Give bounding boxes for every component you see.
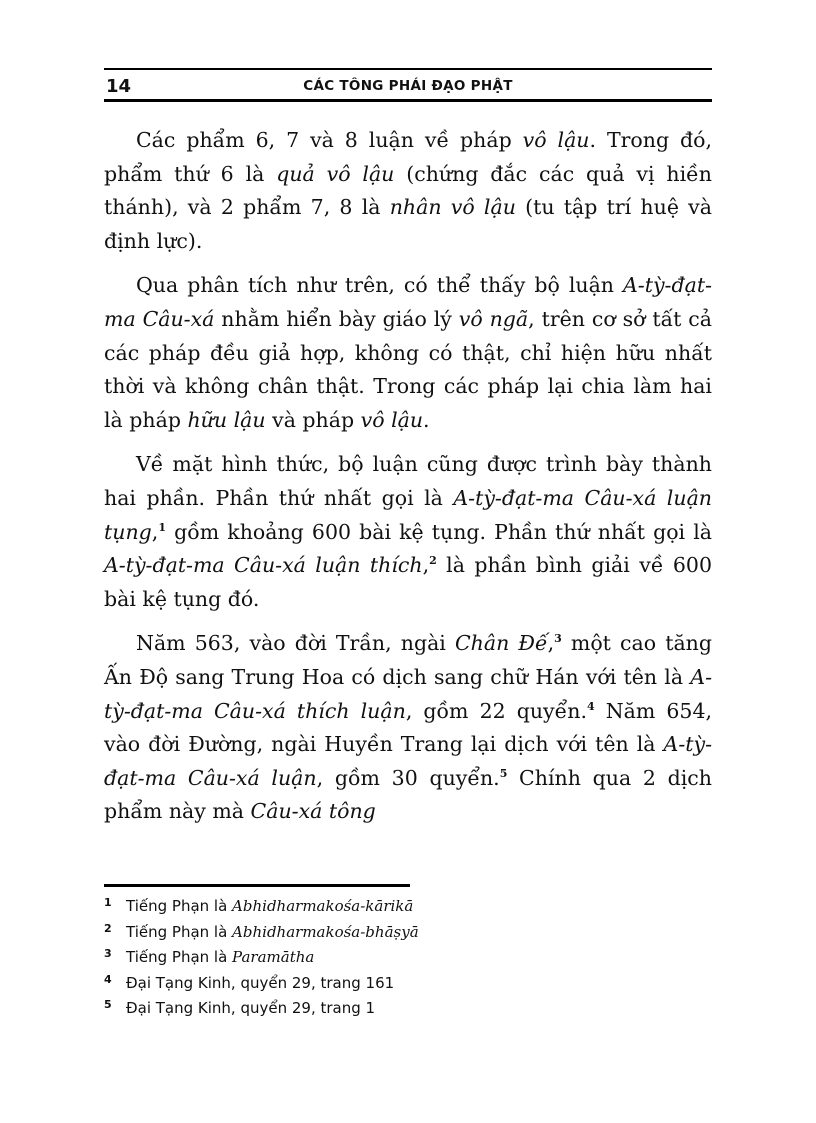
text-run: (chứng đắc các quả vị hiền thánh), và 2 phẩm 7, 8 là <box>104 161 712 220</box>
paragraph-4 <box>104 627 712 829</box>
body-text <box>104 124 712 840</box>
footnote-text: Tiếng Phạn là <box>126 922 233 941</box>
italic-term: A-tỳ-đạt-ma Câu-xá luận tụng <box>104 485 712 544</box>
text-run: Các phẩm 6, 7 và 8 luận về pháp <box>136 128 523 152</box>
text-run: Chính qua 2 dịch phẩm này mà <box>104 765 712 824</box>
footnote-number: 3 <box>104 947 112 961</box>
text-run: Về mặt hình thức, bộ luận cũng được trình bày thành hai phần. Phần thứ nhất gọi là <box>104 452 712 510</box>
italic-term: A-tỳ-đạt-ma Câu-xá luận <box>104 732 712 790</box>
paragraph-3 <box>104 448 712 616</box>
footnote-term: Abhidharmakośa-kārikā <box>232 897 414 915</box>
text-run: gồm khoảng 600 bài kệ tụng. Phần thứ nhất gọi là <box>165 519 712 544</box>
italic-term: A-tỳ-đạt-ma Câu-xá thích luận <box>104 664 712 723</box>
italic-term: quả vô lậu <box>276 161 395 186</box>
footnote-number: 2 <box>104 921 112 935</box>
italic-term: vô ngã <box>458 306 529 331</box>
italic-term: hữu lậu <box>187 407 266 432</box>
text-run: (tu tập trí huệ và định lực). <box>104 195 712 253</box>
footnote-text: Tiếng Phạn là <box>126 897 233 915</box>
italic-term: nhân vô lậu <box>389 195 516 220</box>
footnotes <box>104 894 712 1022</box>
text-run: , gồm 30 quyển. <box>316 765 500 790</box>
text-run: . <box>423 407 430 432</box>
footnote-4 <box>104 971 712 997</box>
footnote-ref: 3 <box>554 632 562 646</box>
footnote-separator <box>104 884 410 887</box>
italic-term: vô lậu <box>522 128 590 152</box>
page-header <box>104 68 712 102</box>
italic-term: Chân Đế <box>455 631 548 656</box>
footnote-3 <box>104 945 712 971</box>
italic-term: A-tỳ-đạt-ma Câu-xá luận thích <box>104 553 423 578</box>
text-run: , <box>547 631 555 656</box>
footnote-number: 5 <box>104 998 112 1012</box>
text-run: , <box>422 553 430 578</box>
italic-term: A-tỳ-đạt-ma Câu-xá <box>104 273 712 331</box>
text-run: , gồm 22 quyển. <box>405 698 587 723</box>
text-run: Qua phân tích như trên, có thể thấy bộ luận <box>136 273 623 298</box>
footnote-2 <box>104 920 712 946</box>
text-run: một cao tăng Ấn Độ sang Trung Hoa có dịch sang chữ Hán với tên là <box>104 631 712 689</box>
italic-term: vô lậu <box>360 407 424 432</box>
footnote-number: 1 <box>104 896 112 909</box>
text-run: nhằm hiển bày giáo lý <box>214 306 459 331</box>
text-run: và pháp <box>265 407 361 432</box>
text-run: , <box>151 519 159 544</box>
footnote-1 <box>104 894 712 920</box>
paragraph-2 <box>104 269 712 437</box>
footnote-number: 4 <box>104 972 112 986</box>
footnote-term: Paramātha <box>232 948 315 967</box>
text-run: . Trong đó, phẩm thứ 6 là <box>104 128 713 186</box>
footnote-text: Đại Tạng Kinh, quyển 29, trang 1 <box>126 999 376 1018</box>
text-run: Năm 654, vào đời Đường, ngài Huyền Trang lại dịch với tên là <box>104 698 713 757</box>
text-run: Năm 563, vào đời Trần, ngài <box>136 631 455 656</box>
italic-term: Câu-xá tông <box>250 799 376 824</box>
footnote-ref: 4 <box>586 699 595 713</box>
footnote-text: Tiếng Phạn là <box>126 948 233 967</box>
text-run: , trên cơ sở tất cả các pháp đều giả hợp, không có thật, chỉ hiện hữu nhất thời và không chân thật. Trong các pháp lại chia làm hai là pháp <box>104 306 713 432</box>
footnote-5 <box>104 996 712 1022</box>
running-title: CÁC TÔNG PHÁI ĐẠO PHẬT <box>303 78 513 94</box>
page-number: 14 <box>106 76 132 97</box>
footnote-ref: 2 <box>429 554 437 568</box>
footnote-term: Abhidharmakośa-bhāṣyā <box>232 922 419 941</box>
footnote-ref: 1 <box>158 520 166 534</box>
footnote-ref: 5 <box>499 766 508 780</box>
paragraph-1 <box>104 124 712 258</box>
text-run: là phần bình giải về 600 bài kệ tụng đó. <box>104 553 712 611</box>
footnote-text: Đại Tạng Kinh, quyển 29, trang 161 <box>126 973 395 992</box>
